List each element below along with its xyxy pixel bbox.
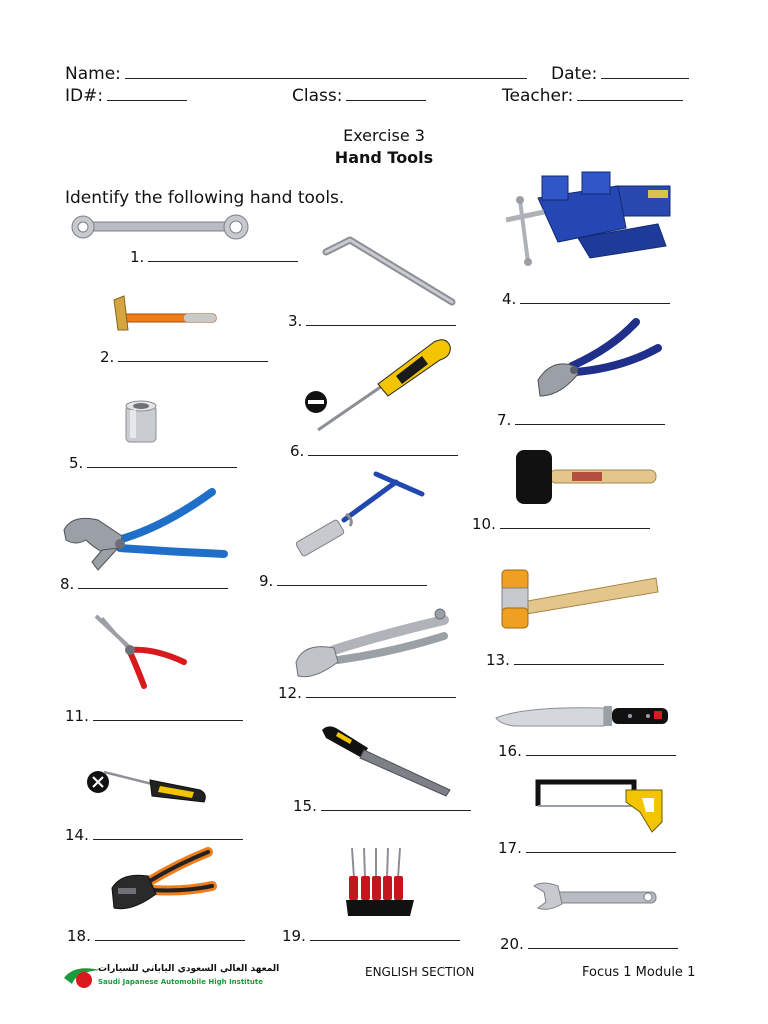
knife-image xyxy=(494,702,672,730)
question-7: 7. xyxy=(497,411,665,429)
answer-1-field[interactable] xyxy=(148,249,298,262)
name-line xyxy=(65,62,527,84)
class-line xyxy=(292,84,426,106)
side-cutters-image xyxy=(532,318,662,402)
name-label: Name: xyxy=(65,64,121,84)
question-17: 17. xyxy=(498,839,676,857)
adjustable-wrench-image xyxy=(532,880,660,914)
exercise-title: Hand Tools xyxy=(334,148,434,167)
question-10: 10. xyxy=(472,515,650,533)
phillips-screwdriver-image xyxy=(86,768,208,808)
class-field[interactable] xyxy=(346,84,426,101)
exercise-number: Exercise 3 xyxy=(343,126,425,145)
locking-pliers-image xyxy=(294,606,450,682)
date-label: Date: xyxy=(551,64,598,84)
answer-18-field[interactable] xyxy=(95,928,245,941)
footer-module: Focus 1 Module 1 xyxy=(582,965,696,980)
question-5: 5. xyxy=(69,454,237,472)
answer-9-field[interactable] xyxy=(277,573,427,586)
answer-14-field[interactable] xyxy=(93,827,243,840)
question-15: 15. xyxy=(293,797,471,815)
hacksaw-image xyxy=(530,776,670,836)
id-field[interactable] xyxy=(107,84,187,101)
answer-19-field[interactable] xyxy=(310,928,460,941)
answer-3-field[interactable] xyxy=(306,313,456,326)
question-8: 8. xyxy=(60,575,228,593)
spark-plug-wrench-image xyxy=(292,468,428,560)
date-field[interactable] xyxy=(601,62,689,79)
rubber-mallet-image xyxy=(514,446,658,506)
institute-english-name: Saudi Japanese Automobile High Institute xyxy=(98,978,264,986)
question-13: 13. xyxy=(486,651,664,669)
question-12: 12. xyxy=(278,684,456,702)
question-19: 19. xyxy=(282,927,460,945)
question-18: 18. xyxy=(67,927,245,945)
answer-11-field[interactable] xyxy=(93,708,243,721)
answer-6-field[interactable] xyxy=(308,443,458,456)
teacher-line xyxy=(502,84,683,106)
answer-16-field[interactable] xyxy=(526,743,676,756)
institute-logo xyxy=(62,964,280,994)
answer-10-field[interactable] xyxy=(500,516,650,529)
question-20: 20. xyxy=(500,935,678,953)
institute-emblem-icon xyxy=(62,964,102,992)
allen-key-image xyxy=(320,236,460,312)
question-16: 16. xyxy=(498,742,676,760)
question-9: 9. xyxy=(259,572,427,590)
instruction: Identify the following hand tools. xyxy=(65,188,345,208)
bench-vice-image xyxy=(498,168,680,268)
question-3: 3. xyxy=(288,312,456,330)
screwdriver-set-image xyxy=(344,846,416,918)
answer-13-field[interactable] xyxy=(514,652,664,665)
question-2: 2. xyxy=(100,348,268,366)
answer-15-field[interactable] xyxy=(321,798,471,811)
question-1: 1. xyxy=(130,248,298,266)
answer-4-field[interactable] xyxy=(520,291,670,304)
id-label: ID#: xyxy=(65,86,104,106)
question-4: 4. xyxy=(502,290,670,308)
answer-2-field[interactable] xyxy=(118,349,268,362)
answer-7-field[interactable] xyxy=(515,412,665,425)
crimping-tool-image xyxy=(108,848,214,916)
footer-section: ENGLISH SECTION xyxy=(365,965,475,979)
hammer-image xyxy=(108,292,220,334)
teacher-label: Teacher: xyxy=(502,86,574,106)
question-6: 6. xyxy=(290,442,458,460)
question-11: 11. xyxy=(65,707,243,725)
teacher-field[interactable] xyxy=(577,84,683,101)
soft-face-mallet-image xyxy=(500,566,660,634)
water-pump-pliers-image xyxy=(62,488,230,574)
answer-12-field[interactable] xyxy=(306,685,456,698)
answer-8-field[interactable] xyxy=(78,576,228,589)
ring-spanner-image xyxy=(70,214,250,240)
answer-20-field[interactable] xyxy=(528,936,678,949)
flat-screwdriver-image xyxy=(304,334,454,434)
name-field[interactable] xyxy=(125,62,527,79)
needle-nose-pliers-image xyxy=(94,614,188,690)
socket-image xyxy=(124,400,158,446)
question-14: 14. xyxy=(65,826,243,844)
institute-arabic-name: المعهد العالي السعودي الياباني للسيارات xyxy=(98,964,280,974)
class-label: Class: xyxy=(292,86,343,106)
date-line xyxy=(551,62,689,84)
id-line xyxy=(65,84,187,106)
file-image xyxy=(320,722,454,796)
answer-5-field[interactable] xyxy=(87,455,237,468)
answer-17-field[interactable] xyxy=(526,840,676,853)
